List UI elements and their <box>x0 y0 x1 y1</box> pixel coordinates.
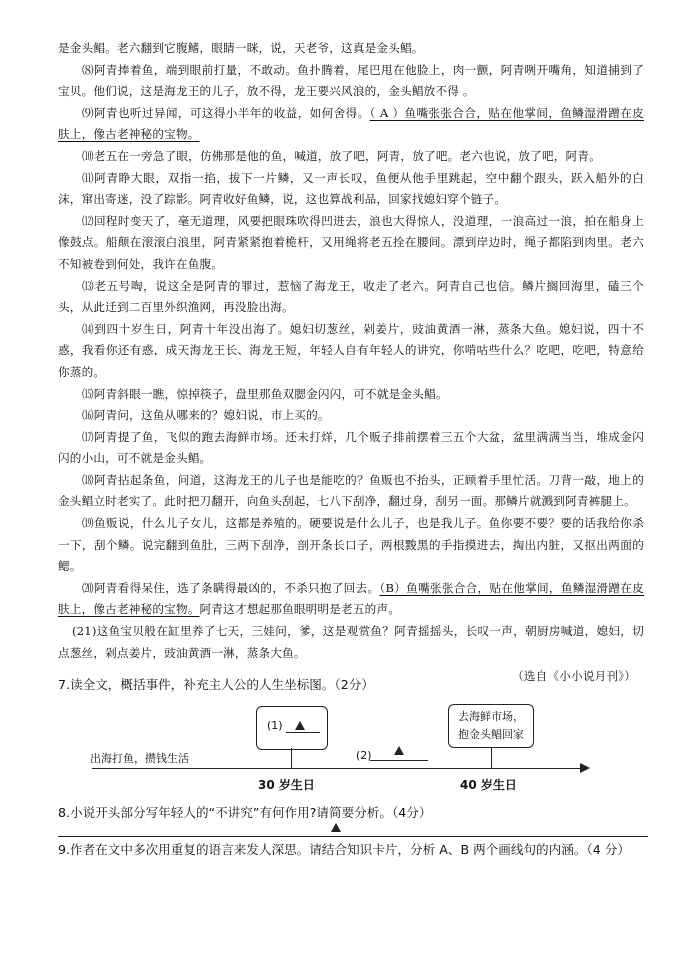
story-paragraph <box>58 578 644 621</box>
paragraph-text: ⒅阿青拈起条鱼，问道，这海龙王的儿子也是能吃的？鱼贩也不抬头，正顾着手里忙活。刀背一敲，地上的金头鲳立时老实了。此时把刀翻开，向鱼头刮起，七八下刮净，翻过身，刮另一面。那鳞片就溅到阿青裤腿上。 <box>58 472 644 509</box>
paragraph-text: 是金头鲳。老六翻到它腹鳍，眼睛一眯，说，天老爷，这真是金头鲳。 <box>58 41 424 55</box>
answer-triangle-icon <box>331 823 341 832</box>
blank-2-line <box>370 760 428 761</box>
paragraph-text: ⒁到四十岁生日，阿青十年没出海了。媳妇切葱丝，剁姜片，豉油黄酒一淋，蒸条大鱼。媳妇说，四十不惑，我看你还有惑，成天海龙王长、海龙王短，年轻人自有年轻人的讲究，你啃咕些什么？吃吧，吃吧，特意给你蒸的。 <box>58 321 644 379</box>
blank-1-label: (1) <box>267 719 283 732</box>
timeline-arrow-icon <box>580 763 590 773</box>
timeline-start-event: 出海打鱼，攒钱生活 <box>90 752 189 765</box>
story-paragraph <box>58 513 644 578</box>
paragraph-text: ⑽老五在一旁急了眼，仿佛那是他的鱼，喊道，放了吧，阿青，放了吧。老六也说，放了吧，阿青。 <box>82 148 601 163</box>
story-paragraph <box>58 319 644 384</box>
timeline-blank-box-1 <box>256 706 328 750</box>
event-box-line-2: 抱金头鲳回家 <box>458 728 524 741</box>
life-timeline <box>88 700 598 796</box>
story-paragraph <box>58 384 644 406</box>
paragraph-text: ⑾阿青睁大眼，双指一掐，拔下一片鳞，又一声长叹，鱼便从他手里跳起，空中翻个跟头，跃入船外的白沫，窜出寄迷，没了踪影。阿青收好鱼鳞，说，这也算战利品，回家找媳妇穿个链子。 <box>58 170 644 207</box>
question-8: 8.小说开头部分写年轻人的“不讲究”有何作用?请简要分析。（4分） <box>58 805 432 820</box>
story-text <box>58 38 644 688</box>
story-paragraph <box>58 621 644 664</box>
underlined-sentence: （ A ）鱼嘴张张合合，贴在他掌间，鱼鳞湿滑蹭在皮肤上，像古老神秘的宝物。 <box>58 105 644 142</box>
paragraph-text: ⑿回程时变天了，毫无道理，风要把眼珠吹得凹进去，浪也大得惊人，没道理，一浪高过一浪，拍在船身上像鼓点。船颠在滚滚白浪里，阿青紧紧抱着桅杆，又用绳将老五拴在腰间。漂到岸边时，绳子都陷到肉里。老六不知被卷到何处，我许在鱼腹。 <box>58 213 644 271</box>
blank-1-line <box>286 732 320 733</box>
paragraph-text: 阿青这才想起那鱼眼明明是老五的声。 <box>199 602 401 617</box>
paragraph-text: ⒃阿青问，这鱼从哪来的？媳妇说，市上买的。 <box>82 408 330 423</box>
underlined-sentence: （B）鱼嘴张张合合，贴在他掌间，鱼鳞湿滑蹭在皮肤上，像古老神秘的宝物。 <box>58 580 644 617</box>
event-box-line-1: 去海鲜市场， <box>458 710 524 723</box>
paragraph-text: ⑼阿青也听过异闻，可这得小半年的收益，如何舍得。 <box>82 105 370 120</box>
story-paragraph <box>58 276 644 319</box>
paragraph-text: ⒀老五号啕，说这全是阿青的罪过，惹恼了海龙王，收走了老六。阿青自己也信。鳞片搁回海里，磕三个头，从此迁到二百里外织渔网，再没脸出海。 <box>58 278 644 315</box>
paragraph-text: ⒂阿青斜眼一瞧，惊掉筷子，盘里那鱼双腮金闪闪，可不就是金头鲳。 <box>82 386 448 401</box>
story-paragraph <box>58 405 644 427</box>
story-paragraph <box>58 211 644 276</box>
paragraph-text: ⒄阿青提了鱼，飞似的跑去海鲜市场。还未打烊，几个贩子排前摆着三五个大盆，盆里满满当当，堆成金闪闪的小山，可不就是金头鲳。 <box>58 429 644 466</box>
paragraph-text: ⒇阿青看得呆住，选了条瞒得最凶的，不杀只抱了回去。 <box>82 580 380 595</box>
paragraph-text: ⑻阿青捧着鱼，端到眼前打量，不敢动。鱼扑腾着，尾巴甩在他脸上，肉一颤，阿青咧开嘴角，知道捕到了宝贝。他们说，这是海龙王的儿子，放不得，龙王要兴风浪的，金头鲳放不得 。 <box>58 62 644 99</box>
story-paragraph <box>58 427 644 470</box>
question-7: 7.读全文，概括事件，补充主人公的人生坐标图。（2分） <box>58 677 374 692</box>
question-9: 9.作者在文中多次用重复的语言来发人深思。请结合知识卡片，分析 A、B 两个画线句的内涵。（4 分） <box>58 842 630 857</box>
story-paragraph <box>58 168 644 211</box>
connector-40 <box>491 748 492 768</box>
paragraph-text: ⒆鱼贩说，什么儿子女儿，这都是养殖的。硬要说是什么儿子，也是我儿子。鱼你要不要？要的话我给你杀一下，刮个鳞。说完翻到鱼肚，三两下刮净，剖开条长口子，两根黢黑的手指摸进去，掏出内脏，又抠出两面的鳃。 <box>58 516 644 574</box>
label-30-birthday: 30 岁生日 <box>258 778 315 792</box>
paragraph-text: (21)这鱼宝贝般在缸里养了七天，三娃问，爹，这是观赏鱼？阿青摇摇头，长叹一声，朝厨房喊道，媳妇，切点葱丝，剁点姜片，豉油黄酒一淋，蒸条大鱼。 <box>58 624 644 660</box>
blank-2-label: (2) <box>356 749 372 762</box>
timeline-axis <box>92 768 582 769</box>
answer-triangle-icon <box>394 746 404 755</box>
connector-30 <box>291 748 292 768</box>
story-source: （选自《小小说月刊》） <box>512 669 636 684</box>
story-paragraph <box>58 60 644 103</box>
story-paragraph <box>58 146 644 168</box>
answer-triangle-icon <box>295 721 305 730</box>
answer-line <box>58 836 648 837</box>
label-40-birthday: 40 岁生日 <box>460 778 517 792</box>
timeline-event-box <box>448 704 534 748</box>
story-paragraph <box>58 103 644 146</box>
story-paragraph <box>58 470 644 513</box>
story-paragraph <box>58 38 644 60</box>
